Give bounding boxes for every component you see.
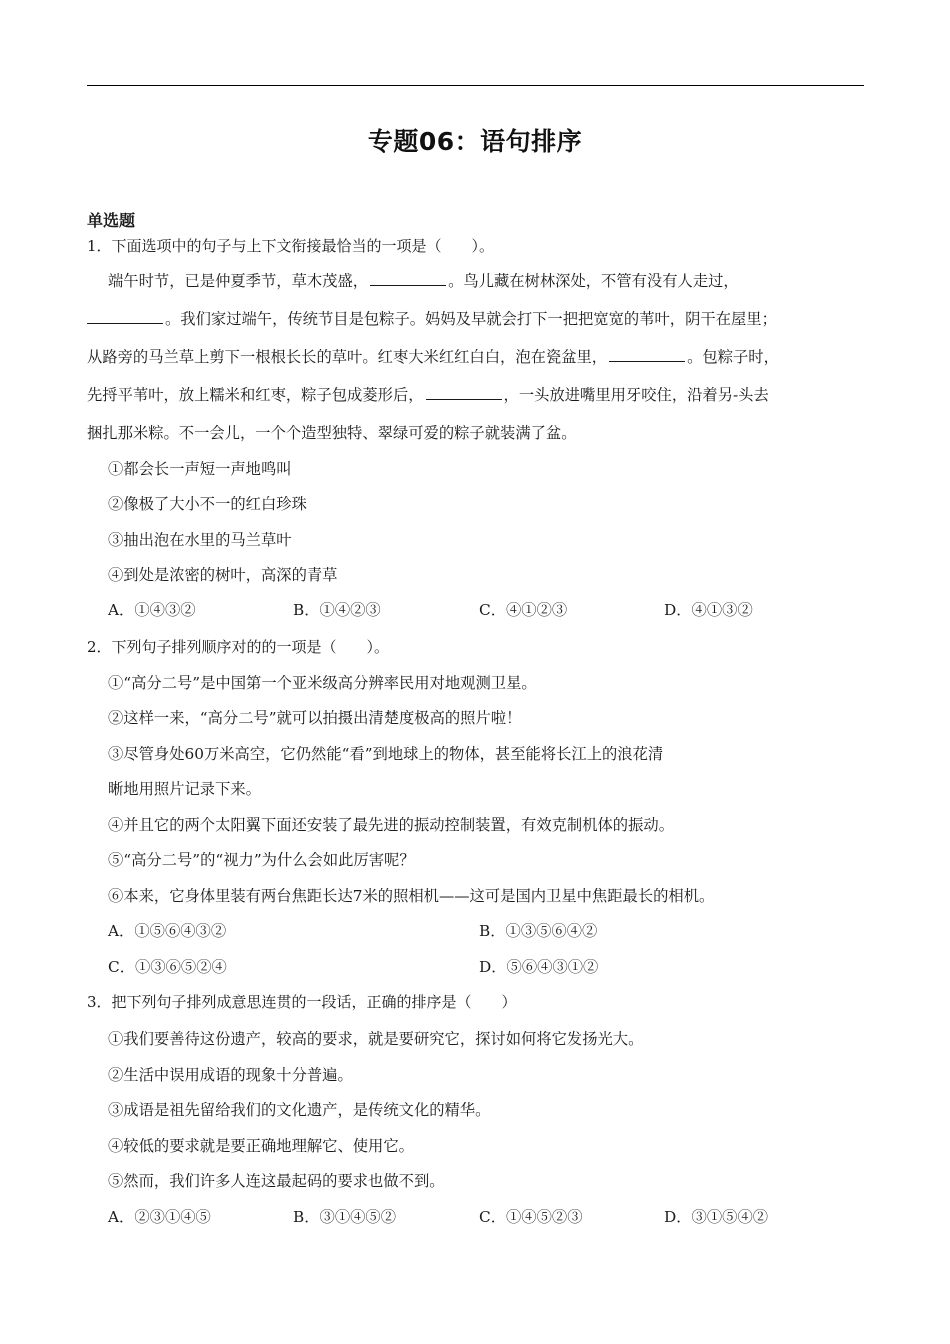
passage-text: 从路旁的马兰草上剪下一根根长长的草叶。红枣大米红红白白，泡在瓷盆里， xyxy=(87,348,608,366)
q3-option-c[interactable]: C．①④⑤②③ xyxy=(479,1208,583,1226)
page-title: 专题06：语句排序 xyxy=(367,127,583,156)
q2-item-6: ⑥本来，它身体里装有两台焦距长达7米的照相机——这可是国内卫星中焦距最长的相机。 xyxy=(108,887,715,905)
q1-option-d[interactable]: D．④①③② xyxy=(664,601,753,619)
q3-item-5: ⑤然而，我们许多人连这最起码的要求也做不到。 xyxy=(108,1172,445,1190)
q3-item-2: ②生活中误用成语的现象十分普遍。 xyxy=(108,1066,353,1084)
section-heading: 单选题 xyxy=(87,211,136,230)
q1-option-a[interactable]: A．①④③② xyxy=(108,601,196,619)
q2-option-a[interactable]: A．①⑤⑥④③② xyxy=(108,922,227,940)
passage-text: 端午时节，已是仲夏季节，草木茂盛， xyxy=(108,272,369,290)
q1-item-1: ①都会长一声短一声地鸣叫 xyxy=(108,460,292,478)
q1-passage-line-1 xyxy=(108,270,739,292)
passage-text: 。我们家过端午，传统节目是包粽子。妈妈及早就会打下一把把宽宽的苇叶，阴干在屋里； xyxy=(165,310,777,328)
q1-passage-line-2 xyxy=(87,308,777,330)
passage-text: 先捋平苇叶，放上糯米和红枣，粽子包成菱形后， xyxy=(87,386,424,404)
passage-text: 。鸟儿藏在树林深处，不管有没有人走过， xyxy=(448,272,739,290)
q3-option-a[interactable]: A．②③①④⑤ xyxy=(108,1208,211,1226)
q1-item-4: ④到处是浓密的树叶，高深的青草 xyxy=(108,566,338,584)
q1-option-b[interactable]: B．①④②③ xyxy=(293,601,381,619)
q3-option-b[interactable]: B．③①④⑤② xyxy=(293,1208,397,1226)
fill-blank-4[interactable] xyxy=(426,384,502,400)
q2-option-b[interactable]: B．①③⑤⑥④② xyxy=(479,922,598,940)
q1-passage-line-3 xyxy=(87,346,779,368)
header-rule xyxy=(87,85,864,86)
q3-item-4: ④较低的要求就是要正确地理解它、使用它。 xyxy=(108,1137,414,1155)
q2-item-5: ⑤“高分二号”的“视力”为什么会如此厉害呢？ xyxy=(108,851,415,869)
question-3-stem: 3．把下列句子排列成意思连贯的一段话，正确的排序是（ ） xyxy=(87,993,517,1011)
q3-item-3: ③成语是祖先留给我们的文化遗产，是传统文化的精华。 xyxy=(108,1101,491,1119)
q2-item-2: ②这样一来，“高分二号”就可以拍摄出清楚度极高的照片啦！ xyxy=(108,709,522,727)
q1-item-3: ③抽出泡在水里的马兰草叶 xyxy=(108,531,292,549)
q2-item-1: ①“高分二号”是中国第一个亚米级高分辨率民用对地观测卫星。 xyxy=(108,674,537,692)
question-2-stem: 2．下列句子排列顺序对的的一项是（ ）。 xyxy=(87,638,390,656)
q1-item-2: ②像极了大小不一的红白珍珠 xyxy=(108,495,307,513)
q2-option-c[interactable]: C．①③⑥⑤②④ xyxy=(108,958,227,976)
q2-item-3-continued: 晰地用照片记录下来。 xyxy=(108,780,261,798)
fill-blank-2[interactable] xyxy=(87,308,163,324)
q1-passage-line-5: 捆扎那米粽。不一会儿，一个个造型独特、翠绿可爱的粽子就装满了盆。 xyxy=(87,424,577,442)
q2-item-3: ③尽管身处60万米高空，它仍然能“看”到地球上的物体，甚至能将长江上的浪花清 xyxy=(108,745,664,763)
q3-item-1: ①我们要善待这份遗产，较高的要求，就是要研究它，探讨如何将它发扬光大。 xyxy=(108,1030,644,1048)
q2-item-4: ④并且它的两个太阳翼下面还安装了最先进的振动控制装置，有效克制机体的振动。 xyxy=(108,816,674,834)
passage-text: ，一头放进嘴里用牙咬住，沿着另-头去 xyxy=(503,386,769,404)
q2-option-d[interactable]: D．⑤⑥④③①② xyxy=(479,958,599,976)
q3-option-d[interactable]: D．③①⑤④② xyxy=(664,1208,769,1226)
fill-blank-3[interactable] xyxy=(609,346,685,362)
passage-text: 。包粽子时， xyxy=(687,348,779,366)
q1-option-c[interactable]: C．④①②③ xyxy=(479,601,568,619)
fill-blank-1[interactable] xyxy=(370,270,446,286)
q1-passage-line-4 xyxy=(87,384,769,406)
question-1-stem: 1．下面选项中的句子与上下文衔接最恰当的一项是（ ）。 xyxy=(87,237,495,255)
